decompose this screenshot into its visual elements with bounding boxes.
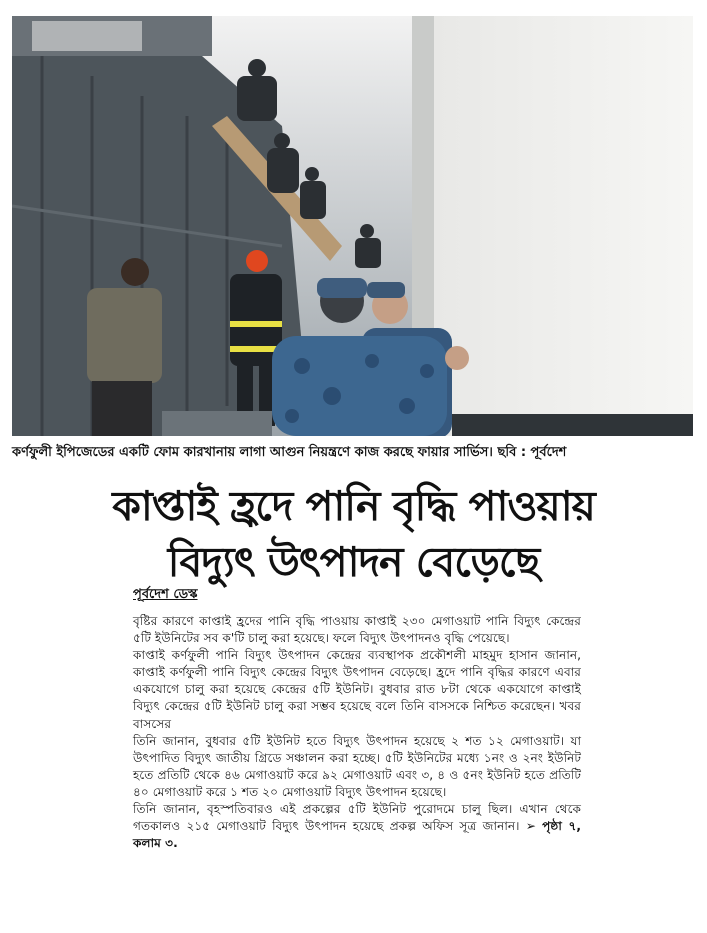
firefighters-photo-illustration	[12, 16, 693, 436]
continued-on-page[interactable]: পৃষ্ঠা ৭, কলাম ৩.	[133, 819, 582, 851]
photo-caption: কর্ণফুলী ইপিজেডের একটি ফোম কারখানায় লাগা আগুন নিয়ন্ত্রণে কাজ করছে ফায়ার সার্ভিস। ছবি : পূর্বদেশ	[12, 445, 567, 460]
continued-arrow-icon: ➢	[525, 819, 536, 834]
headline-line-1: কাপ্তাই হ্রদে পানি বৃদ্ধি পাওয়ায়	[112, 482, 595, 530]
byline: পূর্বদেশ ডেস্ক	[133, 587, 198, 602]
headline	[0, 478, 707, 590]
paragraph-last	[133, 801, 581, 852]
article-body	[133, 613, 581, 852]
headline-line-2: বিদ্যুৎ উৎপাদন বেড়েছে	[167, 538, 540, 586]
paragraph: তিনি জানান, বুধবার ৫টি ইউনিট হতে বিদ্যুৎ উৎপাদন হয়েছে ২ শত ১২ মেগাওয়াট। যা উৎপাদিত বিদ্যুৎ জাতীয় গ্রিডে সঞ্চালন করা হচ্ছে। ৫টি ইউনিটের মধ্যে ১নং ও ২নং ইউনিট হতে প্রতিটি থেকে ৪৬ মেগাওয়াট করে ৯২ মেগাওয়াট এবং ৩, ৪ ও ৫নং ইউনিট হতে প্রতিটি ৪০ মেগাওয়াট করে ১ শত ২০ মেগাওয়াট বিদ্যুৎ উৎপাদন হয়েছে।	[133, 733, 581, 799]
news-photo	[12, 16, 693, 436]
paragraph: বৃষ্টির কারণে কাপ্তাই হ্রদের পানি বৃদ্ধি পাওয়ায় কাপ্তাই ২৩০ মেগাওয়াট পানি বিদ্যুৎ কেন্দ্রের ৫টি ইউনিটের সব ক'টি চালু করা হয়েছে। ফলে বিদ্যুৎ উৎপাদনও বৃদ্ধি পেয়েছে।	[133, 614, 581, 646]
paragraph: কাপ্তাই কর্ণফুলী পানি বিদ্যুৎ উৎপাদন কেন্দ্রের ব্যবস্থাপক প্রকৌশলী মাহমুদ হাসান জানান, কাপ্তাই কর্ণফুলী পানি বিদ্যুৎ কেন্দ্রের বিদ্যুৎ উৎপাদন বেড়েছে। হ্রদে পানি বৃদ্ধির কারণে এবার একযোগে চালু করা হয়েছে কেন্দ্রের ৫টি ইউনিট। বুধবার রাত ৮টা থেকে একযোগে কাপ্তাই বিদ্যুৎ কেন্দ্রের ৫টি ইউনিট চালু করা সম্ভব হয়েছে বলে তিনি বাসসকে নিশ্চিত করেছেন। খবর বাসসের	[133, 648, 581, 731]
last-paragraph-text: তিনি জানান, বৃহস্পতিবারও এই প্রকল্পের ৫টি ইউনিট পুরোদমে চালু ছিল। এখান থেকে গতকালও ২১৫ মেগাওয়াট বিদ্যুৎ উৎপাদন হয়েছে প্রকল্প অফিস সূত্র জানান।	[133, 802, 581, 834]
